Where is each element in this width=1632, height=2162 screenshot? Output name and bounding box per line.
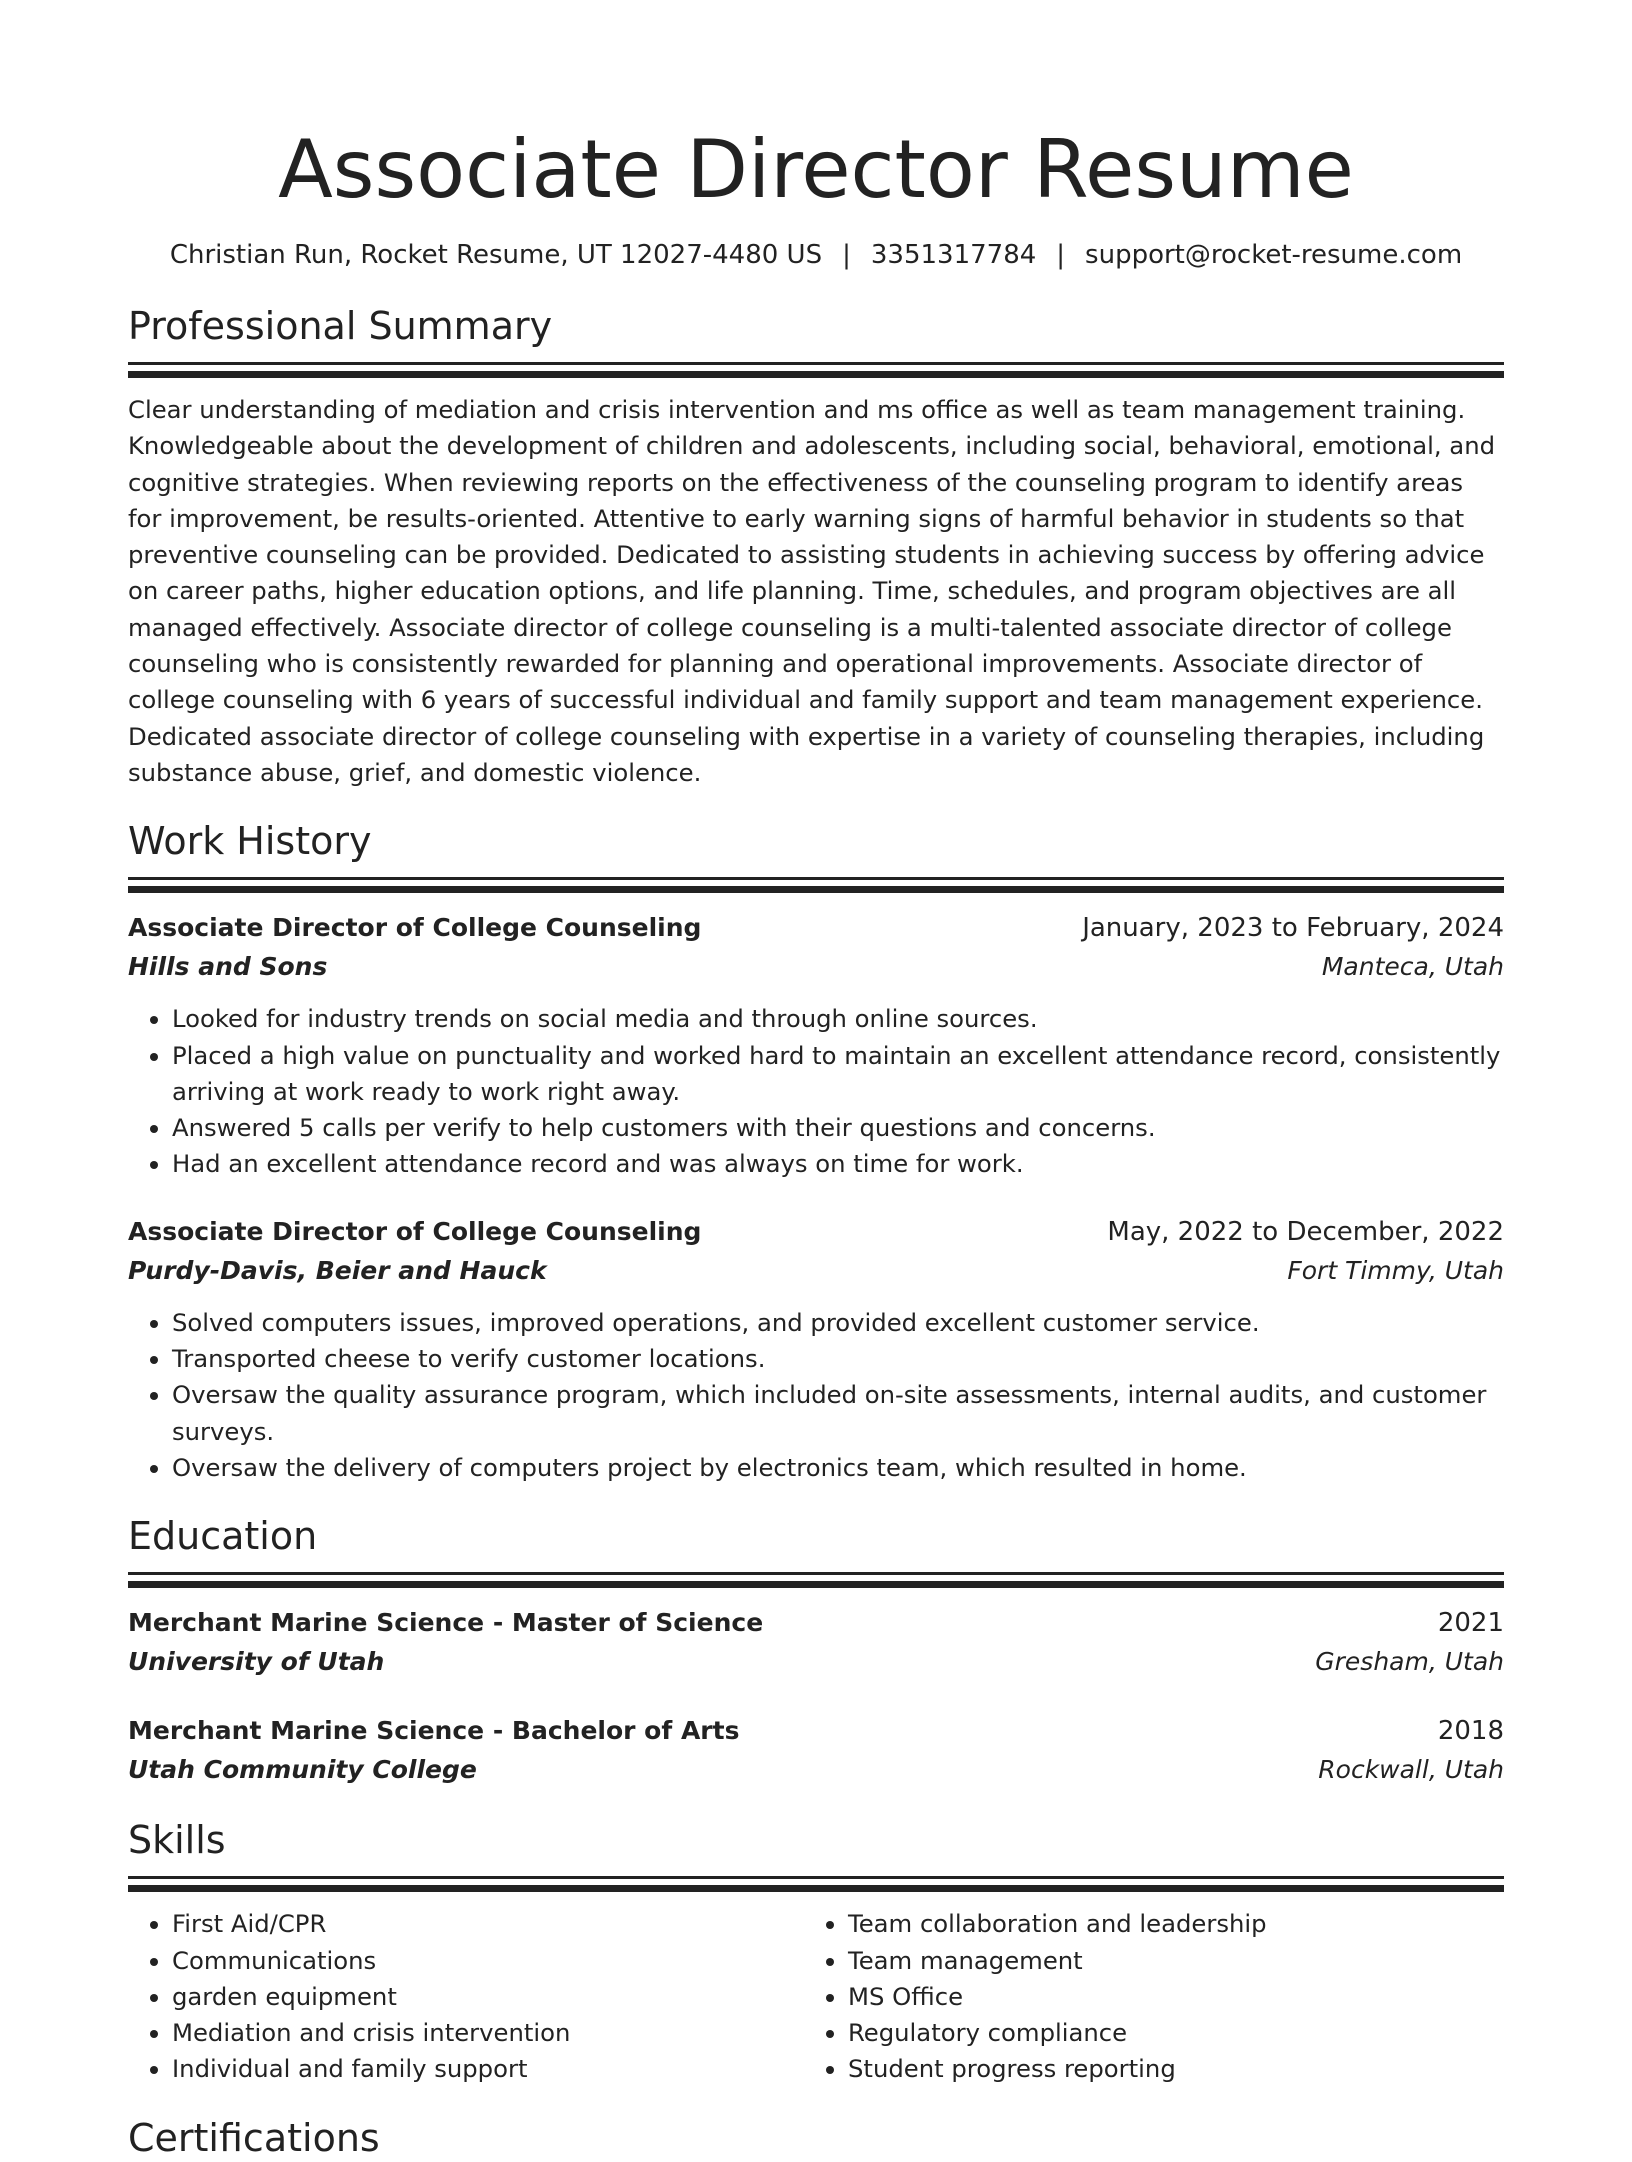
job-location: Fort Timmy, Utah (1287, 1255, 1504, 1285)
contact-email: support@rocket-resume.com (1085, 240, 1463, 270)
section-divider (128, 1572, 1504, 1575)
job-bullet: • Looked for industry trends on social media and through online sources. (172, 1001, 1504, 1037)
job-location: Manteca, Utah (1321, 952, 1504, 982)
skills-list-right (804, 1906, 1480, 2087)
job-header-row (128, 1213, 1504, 1251)
job-bullet: • Oversaw the quality assurance program, which included on-site assessments, internal audits, and customer surveys. (172, 1377, 1504, 1450)
education-school: Utah Community College (128, 1755, 477, 1785)
contact-separator: | (842, 240, 851, 270)
resume-page (128, 0, 1504, 2162)
skills-list-left (128, 1906, 804, 2087)
education-school-row (128, 1750, 1504, 1790)
skills-section (128, 1816, 1504, 2087)
skill-item: • First Aid/CPR (172, 1906, 804, 1942)
job-bullet-list (128, 1001, 1504, 1182)
section-divider-thick (128, 371, 1504, 378)
job-dates: January, 2023 to February, 2024 (1082, 913, 1504, 944)
section-divider (128, 877, 1504, 880)
job-company: Purdy-Davis, Beier and Hauck (128, 1255, 547, 1285)
section-divider-thick (128, 886, 1504, 893)
education-entry (128, 1712, 1504, 1790)
job-org-row (128, 1251, 1504, 1291)
section-heading-education: Education (128, 1514, 318, 1559)
section-divider-thick (128, 1581, 1504, 1588)
job-bullet: • Placed a high value on punctuality and worked hard to maintain an excellent attendance record, consistently arriving at work ready to work right away. (172, 1038, 1504, 1111)
summary-section (128, 302, 1504, 791)
work-section (128, 817, 1504, 1486)
resume-title: Associate Director Resume (278, 123, 1354, 216)
education-header-row (128, 1712, 1504, 1750)
education-section (128, 1512, 1504, 1790)
section-divider (128, 1876, 1504, 1879)
skill-item: • Regulatory compliance (848, 2015, 1480, 2051)
section-divider (128, 362, 1504, 365)
education-school: University of Utah (128, 1647, 385, 1677)
job-bullet: • Had an excellent attendance record and was always on time for work. (172, 1146, 1504, 1182)
skill-item: • Team management (848, 1943, 1480, 1979)
skill-item: • Mediation and crisis intervention (172, 2015, 804, 2051)
section-heading-work: Work History (128, 819, 372, 864)
education-degree: Merchant Marine Science - Bachelor of Arts (128, 1716, 740, 1746)
job-bullet-list (128, 1305, 1504, 1486)
job-bullet: • Transported cheese to verify customer locations. (172, 1341, 1504, 1377)
skill-item: • garden equipment (172, 1979, 804, 2015)
skills-columns (128, 1906, 1504, 2087)
job-company: Hills and Sons (128, 952, 328, 982)
job-bullet: • Answered 5 calls per verify to help customers with their questions and concerns. (172, 1110, 1504, 1146)
job-title: Associate Director of College Counseling (128, 1216, 702, 1246)
education-header-row (128, 1604, 1504, 1642)
education-entry (128, 1604, 1504, 1682)
skill-item: • MS Office (848, 1979, 1480, 2015)
section-heading-skills: Skills (128, 1818, 226, 1863)
contact-line (128, 238, 1504, 272)
summary-text: Clear understanding of mediation and crisis intervention and ms office as well as team management training. Knowledgeable about the development of children and adolescents, including social, behavioral, emotional, and cognitive strategies. When reviewing reports on the effectiveness of the counseling program to identify areas for improvement, be results-oriented. Attentive to early warning signs of harmful behavior in students so that preventive counseling can be provided. Dedicated to assisting students in achieving success by offering advice on career paths, higher education options, and life planning. Time, schedules, and program objectives are all managed effectively. Associate director of college counseling is a multi-talented associate director of college counseling who is consistently rewarded for planning and operational improvements. Associate director of college counseling with 6 years of successful individual and family support and team management experience. Dedicated associate director of college counseling with expertise in a variety of counseling therapies, including substance abuse, grief, and domestic violence. (128, 395, 1496, 787)
certifications-section (128, 2114, 1504, 2162)
skill-item: • Team collaboration and leadership (848, 1906, 1480, 1942)
job-bullet: • Solved computers issues, improved operations, and provided excellent customer service. (172, 1305, 1504, 1341)
contact-address: Christian Run, Rocket Resume, UT 12027-4480 US (169, 240, 823, 270)
skill-item: • Individual and family support (172, 2051, 804, 2087)
section-heading-summary: Professional Summary (128, 304, 553, 348)
education-location: Gresham, Utah (1315, 1647, 1504, 1677)
contact-separator: | (1056, 240, 1066, 270)
job-org-row (128, 947, 1504, 987)
job-entry (128, 1213, 1504, 1486)
education-school-row (128, 1642, 1504, 1682)
skill-item: • Student progress reporting (848, 2051, 1480, 2087)
job-header-row (128, 909, 1504, 947)
education-year: 2018 (1437, 1716, 1504, 1747)
skill-item: • Communications (172, 1943, 804, 1979)
job-bullet: • Oversaw the delivery of computers project by electronics team, which resulted in home. (172, 1450, 1504, 1486)
job-entry (128, 909, 1504, 1182)
contact-phone: 3351317784 (870, 240, 1037, 270)
education-location: Rockwall, Utah (1318, 1755, 1504, 1785)
education-degree: Merchant Marine Science - Master of Science (128, 1608, 764, 1638)
education-year: 2021 (1437, 1608, 1504, 1639)
section-heading-certifications: Certifications (128, 2115, 380, 2160)
job-title: Associate Director of College Counseling (128, 913, 702, 943)
job-dates: May, 2022 to December, 2022 (1107, 1216, 1504, 1247)
section-divider-thick (128, 1885, 1504, 1892)
